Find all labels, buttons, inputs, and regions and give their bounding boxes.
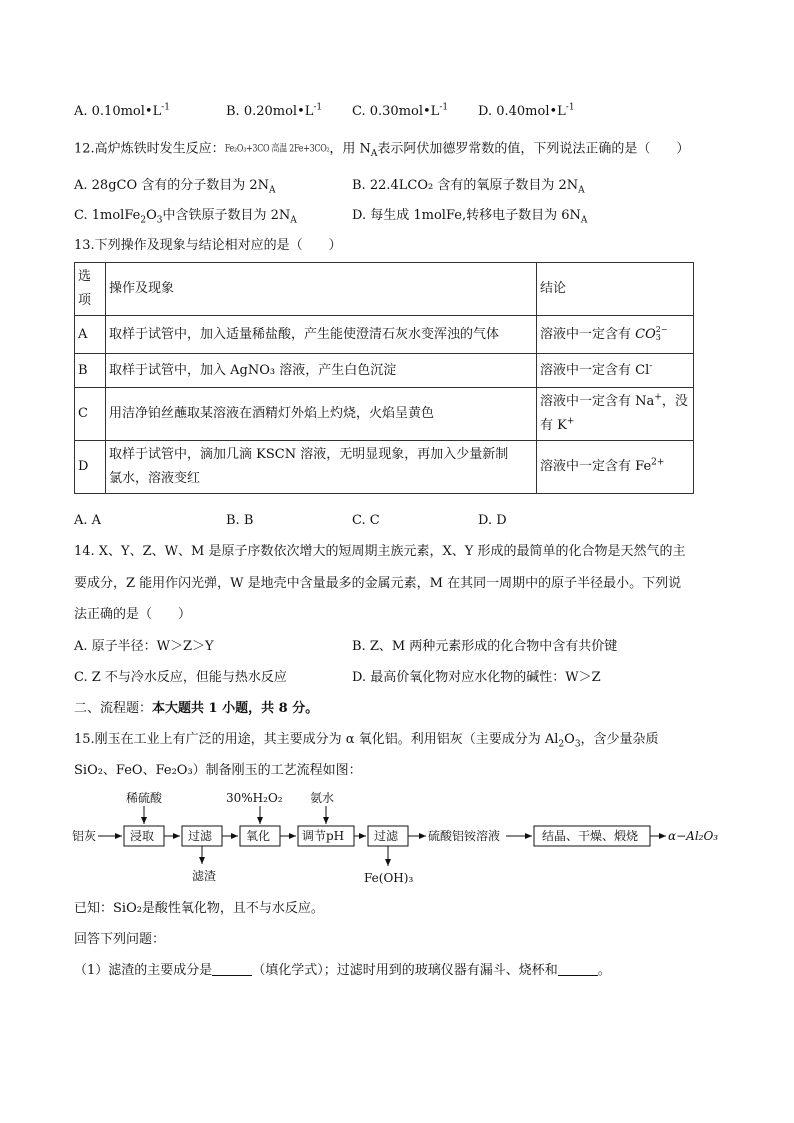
- q13-option-a: A. A: [74, 513, 102, 528]
- table-header-option: 选项: [75, 263, 106, 316]
- table-header-row: [75, 263, 694, 316]
- q14-option-d: D. 最高价氧化物对应水化物的碱性：W＞Z: [352, 670, 601, 685]
- q11-option-a: [74, 103, 170, 121]
- q11-option-b: [226, 103, 322, 121]
- conclusion-c-sup2: +: [566, 416, 575, 427]
- section-title-pre: 二、流程题：: [74, 701, 153, 716]
- q15-subquestion-1: [74, 962, 611, 980]
- flow-box-crystallize-label: 结晶、干燥、煅烧: [542, 829, 639, 843]
- table-cell-option: A: [75, 316, 106, 354]
- conclusion-d-sup: 2+: [651, 457, 665, 468]
- q13-stem: 13.下列操作及现象与结论相对应的是（ ）: [74, 238, 342, 253]
- flow-box-filter2-label: 过滤: [374, 829, 399, 843]
- answer-blank-2[interactable]: [558, 962, 598, 976]
- q11-option-b-text: B. 0.20mol•L: [226, 104, 314, 119]
- q14-stem-line3: 法正确的是（ ）: [74, 607, 192, 622]
- q13-table: [74, 262, 694, 494]
- q12-option-c-mid: O: [146, 208, 157, 223]
- flow-reagent-acid: 稀硫酸: [126, 791, 163, 805]
- table-cell-conclusion: [537, 388, 694, 441]
- flow-box-filter1-label: 过滤: [188, 829, 213, 843]
- q12-option-a-sub: A: [269, 185, 276, 196]
- flow-reagent-ammonia: 氨水: [310, 791, 335, 805]
- q13-option-c: C. C: [352, 513, 380, 528]
- conclusion-a-text: 溶液中一定含有: [540, 326, 636, 342]
- q11-option-c-text: C. 0.30mol•L: [352, 104, 440, 119]
- q13-option-b: B. B: [226, 513, 254, 528]
- q12-option-a-text: A. 28gCO 含有的分子数目为 2N: [74, 178, 270, 193]
- q12-option-b-sub: A: [578, 185, 585, 196]
- flow-intermediate-solution: 硫酸铝铵溶液: [428, 829, 501, 843]
- conclusion-c-line1-post: ，没: [661, 394, 688, 409]
- q15-sub1-pre: （1）滤渣的主要成分是: [74, 963, 213, 978]
- conclusion-b-sup: -: [649, 361, 653, 372]
- q11-option-a-sup: -1: [161, 102, 170, 113]
- q12-option-d-sub: A: [580, 215, 588, 226]
- flow-box-oxidize-label: 氧化: [246, 829, 271, 843]
- q12-stem-sub: A: [370, 149, 378, 160]
- carbonate-ion-sup: 2−: [655, 325, 668, 334]
- q14-option-c: C. Z 不与冷水反应，但能与热水反应: [74, 670, 287, 685]
- q12-reaction-formula: Fe₂O₃+3CO 高温 2Fe+3CO₂: [224, 142, 330, 155]
- table-cell-conclusion: [537, 354, 694, 388]
- q15-stem-line1-sub2: 3: [574, 739, 581, 750]
- conclusion-c-sup1: +: [654, 392, 662, 403]
- q15-sub1-mid: （填化学式）；过滤时用到的玻璃仪器有漏斗、烧杯和: [252, 963, 558, 978]
- q15-stem-line1-post: ，含少量杂质: [580, 732, 659, 747]
- q14-stem-line2: 要成分，Z 能用作闪光弹，W 是地壳中含量最多的金属元素，M 在其同一周期中的原子半径最小。下列说: [74, 576, 682, 591]
- section-title-bold: 本大题共 1 小题，共 8 分。: [152, 701, 319, 716]
- q12-option-c: [74, 207, 297, 225]
- conclusion-c-line2: 有 K: [540, 418, 567, 433]
- q15-stem-line1-sub1: 2: [558, 739, 565, 750]
- q12-option-c-sub2: 3: [156, 215, 163, 226]
- q13-option-d: D. D: [478, 513, 507, 528]
- conclusion-b-text: 溶液中一定含有 Cl: [540, 362, 650, 378]
- q12-option-c-pre: C. 1molFe: [74, 208, 141, 223]
- carbonate-ion-sub: 3: [655, 333, 661, 342]
- q12-option-b: [352, 177, 585, 195]
- table-header-conclusion: 结论: [537, 263, 694, 316]
- q12-stem-post: 表示阿伏加德罗常数的值，下列说法正确的是（ ）: [377, 141, 690, 157]
- answer-blank-1[interactable]: [212, 962, 252, 976]
- q15-stem-line2: SiO₂、FeO、Fe₂O₃）制备刚玉的工艺流程如图：: [74, 763, 362, 778]
- table-header-operation: 操作及现象: [106, 263, 537, 316]
- table-cell-conclusion: [537, 316, 694, 354]
- section-title: [74, 700, 318, 718]
- q12-option-d-text: D. 每生成 1molFe,转移电子数目为 6N: [352, 208, 581, 223]
- q11-option-d: [478, 103, 575, 121]
- q15-stem-line1-pre: 15.刚玉在工业上有广泛的用途，其主要成分为 α 氧化铝。利用铝灰（主要成分为 Al: [74, 732, 559, 747]
- q14-option-a: A. 原子半径：W＞Z＞Y: [74, 639, 214, 654]
- table-row: [75, 316, 694, 354]
- q11-option-a-text: A. 0.10mol•L: [74, 104, 162, 119]
- q15-answer-prompt: 回答下列问题：: [74, 932, 166, 947]
- carbonate-ion-symbol: CO: [635, 326, 656, 342]
- q12-option-c-post: 中含铁原子数目为 2N: [162, 208, 291, 223]
- table-row: [75, 388, 694, 441]
- q12-option-a: [74, 177, 276, 195]
- q11-option-b-sup: -1: [313, 102, 323, 113]
- table-cell-option: B: [75, 354, 106, 388]
- table-cell-operation: 取样于试管中，加入适量稀盐酸，产生能使澄清石灰水变浑浊的气体: [106, 316, 537, 354]
- table-row: [75, 441, 694, 494]
- q14-option-b: B. Z、M 两种元素形成的化合物中含有共价键: [352, 639, 618, 654]
- q11-option-d-text: D. 0.40mol•L: [478, 104, 566, 119]
- table-cell-option: C: [75, 388, 106, 441]
- flow-box-leach-label: 浸取: [130, 829, 155, 843]
- table-cell-option: D: [75, 441, 106, 494]
- q12-stem-pre: 12.高炉炼铁时发生反应：: [74, 141, 225, 157]
- q15-stem-line1-mid: O: [564, 732, 575, 747]
- q15-stem-line1: [74, 731, 659, 749]
- q12-option-c-sub1: 2: [140, 215, 147, 226]
- q12-stem: [74, 140, 689, 159]
- table-cell-conclusion: [537, 441, 694, 494]
- operation-d-line2: 氯水，溶液变红: [109, 471, 201, 486]
- carbonate-ion-charge: [656, 326, 668, 342]
- conclusion-d-text: 溶液中一定含有 Fe: [540, 459, 652, 474]
- q12-option-b-text: B. 22.4LCO₂ 含有的氧原子数目为 2N: [352, 178, 579, 193]
- q15-known: 已知：SiO₂是酸性氧化物，且不与水反应。: [74, 901, 324, 916]
- flow-start-label: 铝灰: [72, 829, 97, 843]
- carbonate-ion: [635, 327, 656, 342]
- q11-option-c-sup: -1: [439, 102, 449, 113]
- q11-option-c: [352, 103, 448, 121]
- flow-residue: 滤渣: [192, 869, 217, 883]
- q12-option-c-sub3: A: [290, 215, 297, 226]
- table-cell-operation: [106, 441, 537, 494]
- conclusion-c-line1: 溶液中一定含有 Na: [540, 394, 655, 409]
- flow-precipitate: Fe(OH)₃: [364, 871, 414, 885]
- table-cell-operation: 用洁净铂丝蘸取某溶液在酒精灯外焰上灼烧，火焰呈黄色: [106, 388, 537, 441]
- table-cell-operation: 取样于试管中，加入 AgNO₃ 溶液，产生白色沉淀: [106, 354, 537, 388]
- table-row: [75, 354, 694, 388]
- flow-reagent-h2o2: 30%H₂O₂: [226, 791, 283, 805]
- q12-option-d: [352, 207, 587, 225]
- q15-sub1-post: 。: [597, 963, 611, 978]
- q11-option-d-sup: -1: [565, 102, 575, 113]
- operation-d-line1: 取样于试管中，滴加几滴 KSCN 溶液，无明显现象，再加入少量新制: [109, 447, 509, 462]
- flow-product: α−Al₂O₃: [668, 829, 719, 843]
- q12-stem-mid: ，用 N: [329, 141, 371, 157]
- q14-stem-line1: 14. X、Y、Z、W、M 是原子序数依次增大的短周期主族元素，X、Y 形成的最简单的化合物是天然气的主: [74, 544, 686, 559]
- process-flow-diagram: [70, 790, 730, 900]
- flow-box-adjust-ph-label: 调节pH: [302, 829, 345, 843]
